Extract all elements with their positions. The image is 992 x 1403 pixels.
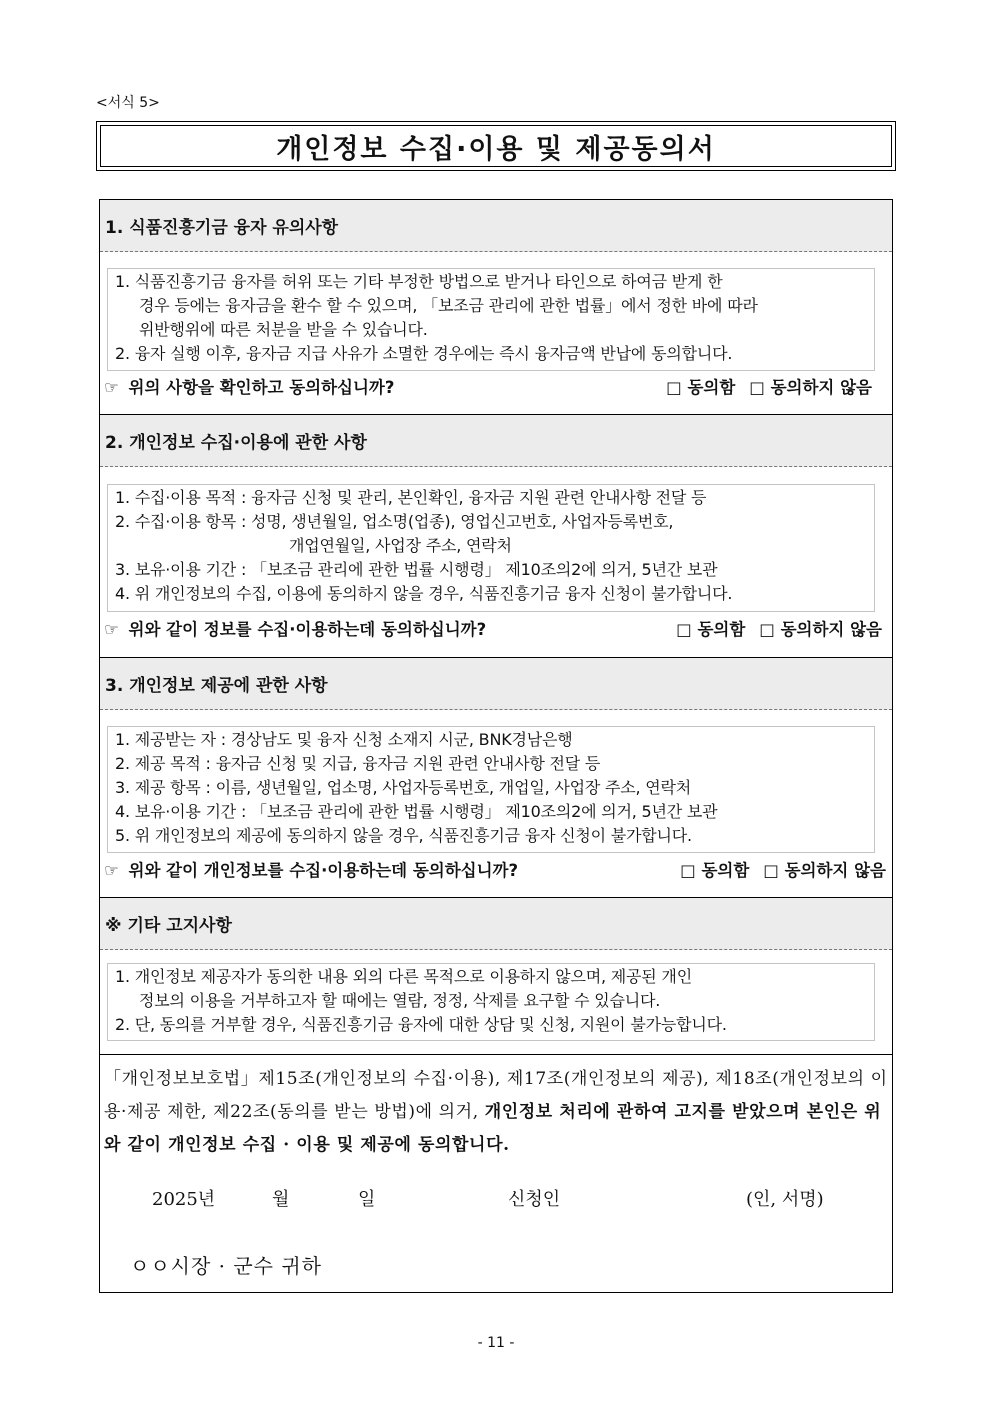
section-1-line: 2. 융자 실행 이후, 융자금 지급 사유가 소멸한 경우에는 즉시 융자금액 반납에 동의합니다. xyxy=(115,344,733,363)
section-divider xyxy=(100,1054,892,1055)
page-number: - 11 - xyxy=(477,1335,515,1351)
checkbox-icon[interactable]: □ xyxy=(676,620,692,639)
section-1-line: 경우 등에는 융자금을 환수 할 수 있으며, 「보조금 관리에 관한 법률」에서 정한 바에 따라 xyxy=(139,296,758,315)
agree-label: 동의함 xyxy=(687,378,736,397)
document-title: 개인정보 수집·이용 및 제공동의서 xyxy=(100,125,892,167)
section-3-heading: 3. 개인정보 제공에 관한 사항 xyxy=(100,658,892,710)
section-1-question-text: 위의 사항을 확인하고 동의하십니까? xyxy=(128,378,395,397)
section-1-notice-box xyxy=(107,268,875,371)
section-2-heading: 2. 개인정보 수집·이용에 관한 사항 xyxy=(100,415,892,467)
section-3-line: 1. 제공받는 자 : 경상남도 및 융자 신청 소재지 시군, BNK경남은행 xyxy=(115,730,573,749)
section-2-line: 1. 수집·이용 목적 : 융자금 신청 및 관리, 본인확인, 융자금 지원 관련 안내사항 전달 등 xyxy=(115,488,707,507)
agree-label: 동의함 xyxy=(701,861,750,880)
addressee: ㅇㅇ시장 · 군수 귀하 xyxy=(130,1254,322,1278)
other-notice-line: 2. 단, 동의를 거부할 경우, 식품진흥기금 융자에 대한 상담 및 신청, 지원이 불가능합니다. xyxy=(115,1015,727,1034)
section-1-disagree-option[interactable] xyxy=(749,374,872,398)
section-2-info-box xyxy=(107,484,875,612)
section-1-consent-question xyxy=(104,372,886,400)
section-2-line: 4. 위 개인정보의 수집, 이용에 동의하지 않을 경우, 식품진흥기금 융자 신청이 불가합니다. xyxy=(115,584,733,603)
legal-basis-text: 「개인정보보호법」제15조(개인정보의 수집·이용), 제17조(개인정보의 제공), 제18조(개인정보의 이용·제공 제한, 제22조(동의를 받는 방법)에 의거, xyxy=(104,1069,888,1122)
title-frame xyxy=(96,121,896,171)
final-consent-statement xyxy=(104,1063,890,1162)
date-month: 월 xyxy=(272,1189,290,1210)
pointing-hand-icon: ☞ xyxy=(104,620,119,639)
section-1-heading: 1. 식품진흥기금 융자 유의사항 xyxy=(100,200,892,252)
other-notices-heading: ※ 기타 고지사항 xyxy=(100,898,892,950)
consent-declaration-text: 개인정보 처리에 관하여 고지를 받았으며 본인은 위와 같이 개인정보 수집 · 이용 및 제공에 동의합니다. xyxy=(104,1102,882,1155)
signature-row xyxy=(100,1185,892,1215)
section-2-line: 3. 보유·이용 기간 : 「보조금 관리에 관한 법률 시행령」 제10조의2에 의거, 5년간 보관 xyxy=(115,560,718,579)
section-3-line: 3. 제공 항목 : 이름, 생년월일, 업소명, 사업자등록번호, 개업일, 사업장 주소, 연락처 xyxy=(115,778,692,797)
section-3-line: 5. 위 개인정보의 제공에 동의하지 않을 경우, 식품진흥기금 융자 신청이 불가합니다. xyxy=(115,826,692,845)
section-2-disagree-option[interactable] xyxy=(759,616,882,640)
disagree-label: 동의하지 않음 xyxy=(784,861,886,880)
pointing-hand-icon: ☞ xyxy=(104,378,119,397)
agree-label: 동의함 xyxy=(697,620,746,639)
consent-form xyxy=(99,199,893,1293)
section-2-consent-question xyxy=(104,614,886,642)
checkbox-icon[interactable]: □ xyxy=(763,861,779,880)
applicant-label: 신청인 xyxy=(508,1189,561,1210)
checkbox-icon[interactable]: □ xyxy=(680,861,696,880)
disagree-label: 동의하지 않음 xyxy=(780,620,882,639)
checkbox-icon[interactable]: □ xyxy=(749,378,765,397)
checkbox-icon[interactable]: □ xyxy=(666,378,682,397)
section-3-info-box xyxy=(107,726,875,853)
other-notices-box xyxy=(107,963,875,1041)
section-2-agree-option[interactable] xyxy=(676,616,745,640)
section-3-consent-question xyxy=(104,855,886,883)
section-2-question-text: 위와 같이 정보를 수집·이용하는데 동의하십니까? xyxy=(128,620,487,639)
disagree-label: 동의하지 않음 xyxy=(770,378,872,397)
section-2-line: 2. 수집·이용 항목 : 성명, 생년월일, 업소명(업종), 영업신고번호, 사업자등록번호, xyxy=(115,512,674,531)
other-notice-line: 1. 개인정보 제공자가 동의한 내용 외의 다른 목적으로 이용하지 않으며, 제공된 개인 xyxy=(115,967,692,986)
section-3-agree-option[interactable] xyxy=(680,857,749,881)
section-3-line: 4. 보유·이용 기간 : 「보조금 관리에 관한 법률 시행령」 제10조의2에 의거, 5년간 보관 xyxy=(115,802,718,821)
seal-signature-label: (인, 서명) xyxy=(746,1189,824,1210)
checkbox-icon[interactable]: □ xyxy=(759,620,775,639)
section-2-line: 개업연월일, 사업장 주소, 연락처 xyxy=(289,536,512,555)
section-3-disagree-option[interactable] xyxy=(763,857,886,881)
section-1-line: 위반행위에 따른 처분을 받을 수 있습니다. xyxy=(139,320,428,339)
date-day: 일 xyxy=(358,1189,376,1210)
date-year: 2025년 xyxy=(152,1189,216,1210)
section-1-agree-option[interactable] xyxy=(666,374,735,398)
pointing-hand-icon: ☞ xyxy=(104,861,119,880)
section-3-line: 2. 제공 목적 : 융자금 신청 및 지급, 융자금 지원 관련 안내사항 전달 등 xyxy=(115,754,601,773)
other-notice-line: 정보의 이용을 거부하고자 할 때에는 열람, 정정, 삭제를 요구할 수 있습니다. xyxy=(139,991,661,1010)
section-3-question-text: 위와 같이 개인정보를 수집·이용하는데 동의하십니까? xyxy=(128,861,519,880)
section-1-line: 1. 식품진흥기금 융자를 허위 또는 기타 부정한 방법으로 받거나 타인으로 하여금 받게 한 xyxy=(115,272,723,291)
form-number: <서식 5> xyxy=(96,95,160,111)
